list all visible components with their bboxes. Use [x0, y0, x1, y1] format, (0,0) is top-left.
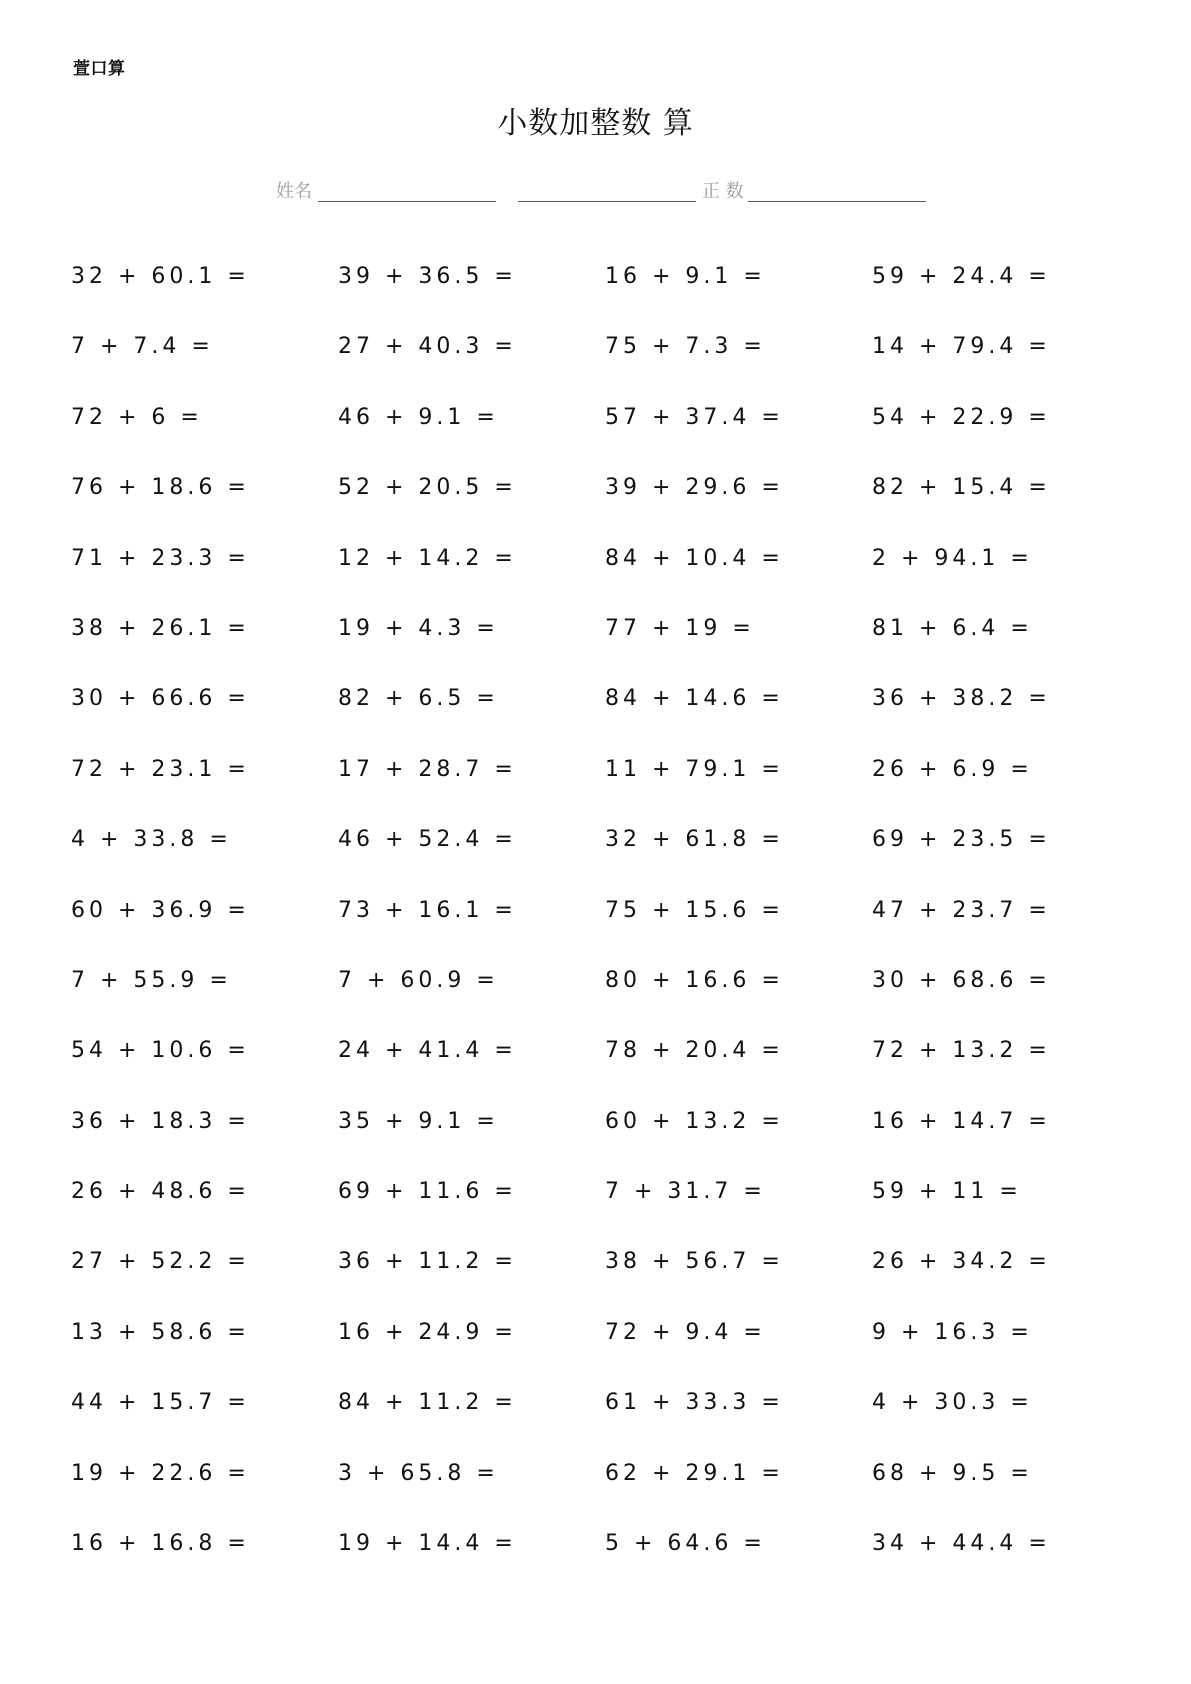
problem-item: 77 + 19 = — [605, 615, 755, 641]
problem-item: 47 + 23.7 = — [872, 897, 1051, 923]
problem-item: 14 + 79.4 = — [872, 334, 1051, 360]
page-title: 小数加整数 算 — [497, 106, 694, 141]
problem-item: 72 + 23.1 = — [71, 756, 250, 782]
problem-item: 78 + 20.4 = — [605, 1038, 784, 1064]
problem-item: 9 + 16.3 = — [872, 1319, 1033, 1345]
problem-item: 38 + 56.7 = — [605, 1249, 784, 1275]
extra-blank-line[interactable] — [518, 183, 696, 202]
header-label: 萱口算 — [73, 59, 126, 79]
problem-item: 32 + 60.1 = — [71, 264, 250, 289]
blank-field[interactable] — [518, 178, 696, 202]
problem-item: 30 + 66.6 = — [71, 686, 250, 712]
problem-item: 27 + 40.3 = — [338, 334, 517, 360]
problem-item: 68 + 9.5 = — [872, 1460, 1033, 1486]
problem-item: 84 + 14.6 = — [605, 686, 784, 712]
problem-item: 72 + 13.2 = — [872, 1038, 1051, 1064]
problem-item: 30 + 68.6 = — [872, 967, 1051, 993]
problem-item: 34 + 44.4 = — [872, 1531, 1051, 1557]
problem-item: 19 + 22.6 = — [71, 1460, 250, 1486]
problem-item: 32 + 61.8 = — [605, 827, 784, 853]
problem-item: 13 + 58.6 = — [71, 1319, 250, 1345]
problem-item: 11 + 79.1 = — [605, 756, 784, 782]
problem-item: 46 + 9.1 = — [338, 404, 499, 430]
problem-item: 44 + 15.7 = — [71, 1390, 250, 1416]
score-label: 正 数 — [702, 181, 744, 202]
problem-item: 4 + 33.8 = — [71, 827, 232, 853]
problem-item: 26 + 6.9 = — [872, 756, 1033, 782]
problem-item: 26 + 34.2 = — [872, 1249, 1051, 1275]
problem-item: 76 + 18.6 = — [71, 475, 250, 501]
problem-item: 39 + 36.5 = — [338, 264, 517, 289]
problem-item: 16 + 16.8 = — [71, 1531, 250, 1557]
problem-item: 3 + 65.8 = — [338, 1460, 499, 1486]
problem-item: 61 + 33.3 = — [605, 1390, 784, 1416]
problem-item: 54 + 10.6 = — [71, 1038, 250, 1064]
problem-item: 36 + 18.3 = — [71, 1108, 250, 1134]
problem-item: 81 + 6.4 = — [872, 615, 1033, 641]
problem-item: 84 + 10.4 = — [605, 545, 784, 571]
problem-item: 12 + 14.2 = — [338, 545, 517, 571]
problem-item: 7 + 60.9 = — [338, 967, 499, 993]
problem-item: 16 + 24.9 = — [338, 1319, 517, 1345]
problem-item: 82 + 15.4 = — [872, 475, 1051, 501]
problem-item: 60 + 13.2 = — [605, 1108, 784, 1134]
problem-item: 16 + 14.7 = — [872, 1108, 1051, 1134]
name-field[interactable] — [276, 178, 496, 202]
problem-item: 75 + 7.3 = — [605, 334, 766, 360]
problem-item: 19 + 14.4 = — [338, 1531, 517, 1557]
name-label: 姓名 — [276, 181, 312, 202]
problem-item: 16 + 9.1 = — [605, 264, 766, 289]
problem-item: 46 + 52.4 = — [338, 827, 517, 853]
problem-item: 7 + 31.7 = — [605, 1179, 766, 1205]
score-field[interactable] — [702, 178, 926, 202]
problem-item: 5 + 64.6 = — [605, 1531, 766, 1557]
problem-item: 36 + 11.2 = — [338, 1249, 517, 1275]
problem-item: 26 + 48.6 = — [71, 1179, 250, 1205]
problem-item: 19 + 4.3 = — [338, 615, 499, 641]
problem-item: 69 + 23.5 = — [872, 827, 1051, 853]
problem-item: 24 + 41.4 = — [338, 1038, 517, 1064]
problem-item: 59 + 24.4 = — [872, 264, 1051, 289]
problem-item: 7 + 7.4 = — [71, 334, 214, 360]
problem-item: 59 + 11 = — [872, 1179, 1022, 1205]
score-blank-line[interactable] — [748, 183, 926, 202]
problem-grid — [71, 262, 1151, 1599]
problem-item: 73 + 16.1 = — [338, 897, 517, 923]
problem-item: 84 + 11.2 = — [338, 1390, 517, 1416]
problem-item: 69 + 11.6 = — [338, 1179, 517, 1205]
problem-item: 57 + 37.4 = — [605, 404, 784, 430]
problem-item: 54 + 22.9 = — [872, 404, 1051, 430]
problem-item: 17 + 28.7 = — [338, 756, 517, 782]
problem-item: 27 + 52.2 = — [71, 1249, 250, 1275]
problem-item: 72 + 9.4 = — [605, 1319, 766, 1345]
problem-item: 72 + 6 = — [71, 404, 203, 430]
problem-item: 4 + 30.3 = — [872, 1390, 1033, 1416]
problem-item: 7 + 55.9 = — [71, 967, 232, 993]
problem-item: 71 + 23.3 = — [71, 545, 250, 571]
problem-item: 39 + 29.6 = — [605, 475, 784, 501]
problem-item: 82 + 6.5 = — [338, 686, 499, 712]
problem-item: 75 + 15.6 = — [605, 897, 784, 923]
problem-item: 52 + 20.5 = — [338, 475, 517, 501]
name-blank-line[interactable] — [318, 183, 496, 202]
problem-item: 2 + 94.1 = — [872, 545, 1033, 571]
problem-item: 60 + 36.9 = — [71, 897, 250, 923]
problem-item: 35 + 9.1 = — [338, 1108, 499, 1134]
problem-item: 80 + 16.6 = — [605, 967, 784, 993]
problem-item: 62 + 29.1 = — [605, 1460, 784, 1486]
problem-item: 36 + 38.2 = — [872, 686, 1051, 712]
problem-item: 38 + 26.1 = — [71, 615, 250, 641]
